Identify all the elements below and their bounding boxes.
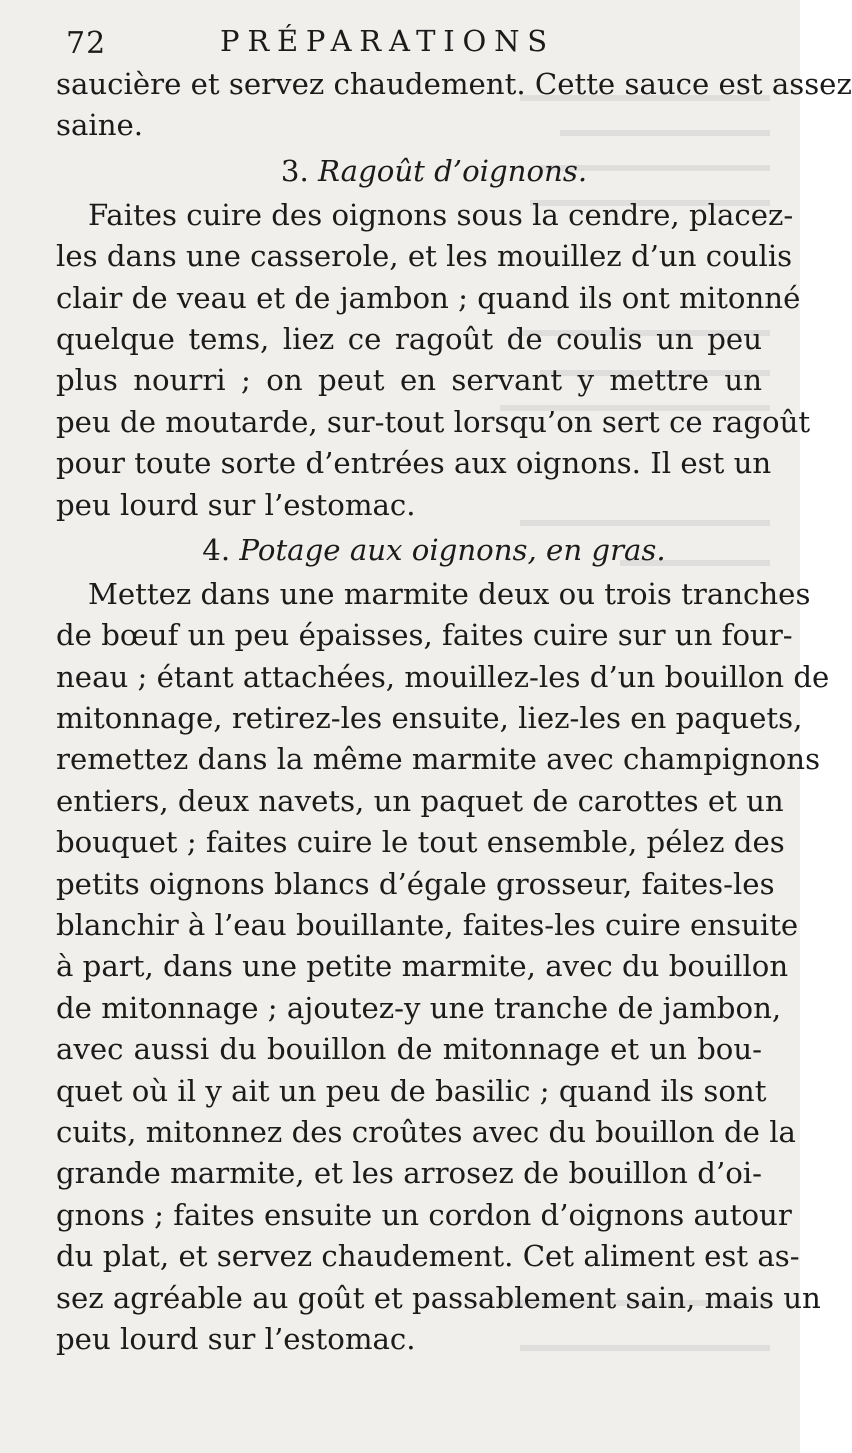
section-4-paragraph <box>56 574 830 1360</box>
section-heading-3 <box>56 147 762 195</box>
text-line: peu lourd sur l’estomac. <box>56 487 416 522</box>
text-line: remettez dans la même marmite avec champignons <box>56 742 821 777</box>
text-line: neau ; étant attachées, mouillez-les d’un bouillon de <box>56 659 830 694</box>
section-number: 4. <box>202 532 231 567</box>
text-line: cuits, mitonnez des croûtes avec du bouillon de la <box>56 1114 796 1149</box>
text-line: petits oignons blancs d’égale grosseur, faites-les <box>56 866 775 901</box>
text-line: avec aussi du bouillon de mitonnage et un bou- <box>56 1032 762 1067</box>
text-line: entiers, deux navets, un paquet de carottes et un <box>56 783 784 818</box>
page-body <box>56 64 852 1360</box>
section-title: Ragoût d’oignons. <box>318 153 588 188</box>
continued-paragraph <box>56 64 852 147</box>
text-line: plus nourri ; on peut en servant y mettre un <box>56 363 762 398</box>
page-number: 72 <box>66 26 107 61</box>
text-line: du plat, et servez chaudement. Cet aliment est as- <box>56 1239 800 1274</box>
text-line: saine. <box>56 108 144 143</box>
text-line: à part, dans une petite marmite, avec du bouillon <box>56 949 789 984</box>
text-line: mitonnage, retirez-les ensuite, liez-les en paquets, <box>56 701 803 736</box>
text-line: peu lourd sur l’estomac. <box>56 1321 416 1356</box>
text-line: Mettez dans une marmite deux ou trois tranches <box>88 576 811 611</box>
text-line: Faites cuire des oignons sous la cendre, placez- <box>88 197 794 232</box>
section-title: Potage aux oignons, en gras. <box>239 532 666 567</box>
page-header <box>66 20 766 64</box>
text-line: clair de veau et de jambon ; quand ils ont mitonné <box>56 280 801 315</box>
text-line: peu de moutarde, sur-tout lorsqu’on sert ce ragoût <box>56 404 811 439</box>
text-line: les dans une casserole, et les mouillez d’un coulis <box>56 239 793 274</box>
text-line: bouquet ; faites cuire le tout ensemble, pélez des <box>56 825 785 860</box>
text-line: gnons ; faites ensuite un cordon d’oignons autour <box>56 1197 792 1232</box>
text-line: pour toute sorte d’entrées aux oignons. Il est un <box>56 446 772 481</box>
text-line: de mitonnage ; ajoutez-y une tranche de jambon, <box>56 990 782 1025</box>
text-line: quelque tems, liez ce ragoût de coulis un peu <box>56 321 762 356</box>
text-line: de bœuf un peu épaisses, faites cuire sur un four- <box>56 618 793 653</box>
text-line: sez agréable au goût et passablement sain, mais un <box>56 1280 821 1315</box>
section-heading-4 <box>56 526 762 574</box>
section-number: 3. <box>280 153 309 188</box>
running-head: PRÉPARATIONS <box>220 24 555 58</box>
text-line: blanchir à l’eau bouillante, faites-les cuire ensuite <box>56 908 799 943</box>
section-3-paragraph <box>56 195 811 526</box>
text-line: saucière et servez chaudement. Cette sauce est assez <box>56 67 852 101</box>
text-line: grande marmite, et les arrosez de bouillon d’oi- <box>56 1156 762 1191</box>
text-line: quet où il y ait un peu de basilic ; quand ils sont <box>56 1073 767 1108</box>
